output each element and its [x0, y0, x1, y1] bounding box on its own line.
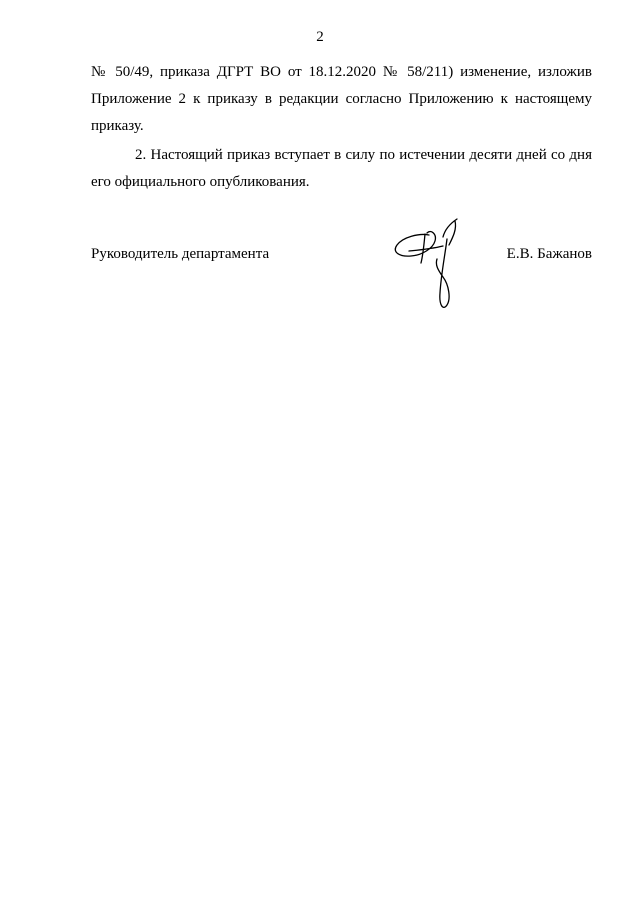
signatory-name: Е.В. Бажанов	[506, 246, 592, 262]
signature-block	[91, 243, 592, 323]
paragraph-1-line-3: приказу.	[91, 118, 144, 134]
paragraph-2-line-2: его официального опубликования.	[91, 174, 310, 190]
paragraph-1	[91, 59, 592, 140]
paragraph-2	[91, 142, 592, 196]
signatory-position: Руководитель департамента	[91, 246, 270, 262]
page-number: 2	[316, 29, 324, 45]
paragraph-2-line-1: 2. Настоящий приказ вступает в силу по истечении десяти дней со дня	[135, 147, 592, 163]
paragraph-1-line-2: Приложение 2 к приказу в редакции согласно Приложению к настоящему	[91, 91, 592, 107]
paragraph-1-line-1: № 50/49, приказа ДГРТ ВО от 18.12.2020 № 58/211) изменение, изложив	[91, 64, 592, 80]
handwritten-signature	[391, 215, 471, 315]
